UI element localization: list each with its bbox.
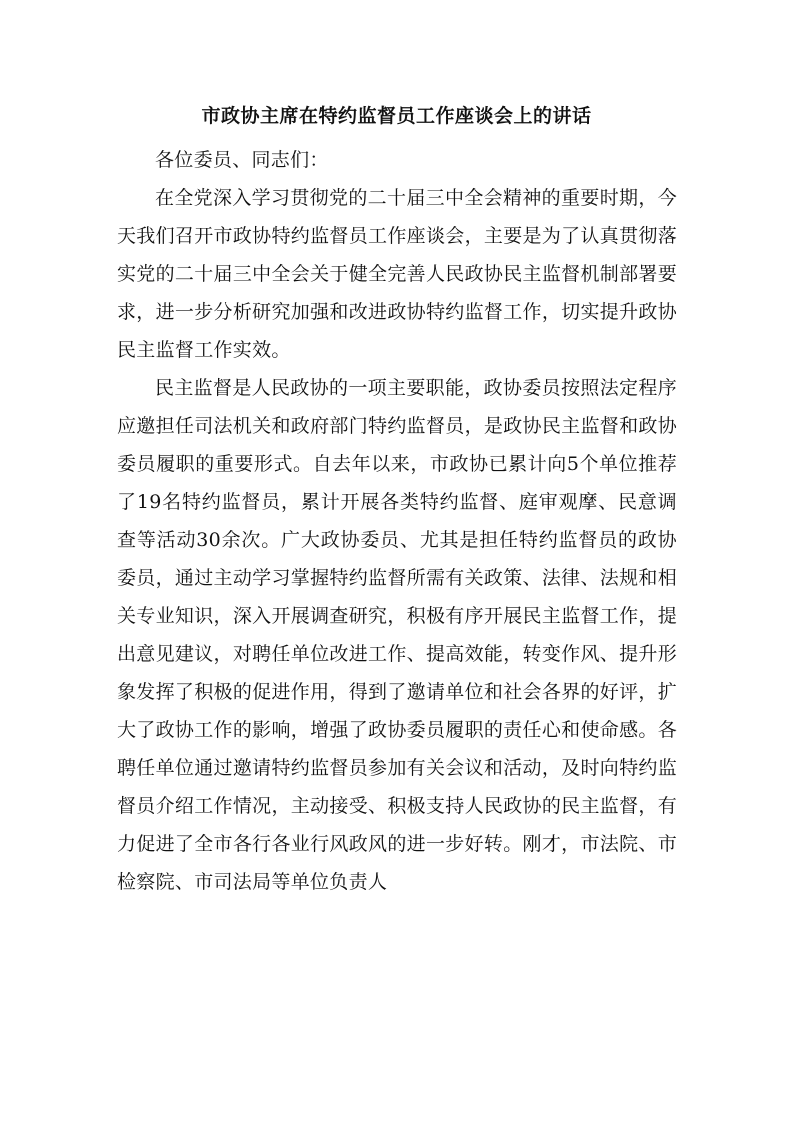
body-paragraph: 民主监督是人民政协的一项主要职能，政协委员按照法定程序应邀担任司法机关和政府部门特约监督员，是政协民主监督和政协委员履职的重要形式。自去年以来，市政协已累计向5个单位推荐了19名特约监督员，累计开展各类特约监督、庭审观摩、民意调查等活动30余次。广大政协委员、尤其是担任特约监督员的政协委员，通过主动学习掌握特约监督所需有关政策、法律、法规和相关专业知识，深入开展调查研究，积极有序开展民主监督工作，提出意见建议，对聘任单位改进工作、提高效能，转变作风、提升形象发挥了积极的促进作用，得到了邀请单位和社会各界的好评，扩大了政协工作的影响，增强了政协委员履职的责任心和使命感。各聘任单位通过邀请特约监督员参加有关会议和活动，及时向特约监督员介绍工作情况，主动接受、积极支持人民政协的民主监督，有力促进了全市各行各业行风政风的进一步好转。刚才，市法院、市检察院、市司法局等单位负责人 — [117, 377, 677, 893]
body-paragraph: 在全党深入学习贯彻党的二十届三中全会精神的重要时期，今天我们召开市政协特约监督员工作座谈会，主要是为了认真贯彻落实党的二十届三中全会关于健全完善人民政协民主监督机制部署要求，进一步分析研究加强和改进政协特约监督工作，切实提升政协民主监督工作实效。 — [117, 187, 677, 361]
document-title: 市政协主席在特约监督员工作座谈会上的讲话 — [201, 105, 592, 127]
document-body — [117, 141, 677, 901]
salutation-paragraph: 各位委员、同志们： — [155, 149, 329, 171]
